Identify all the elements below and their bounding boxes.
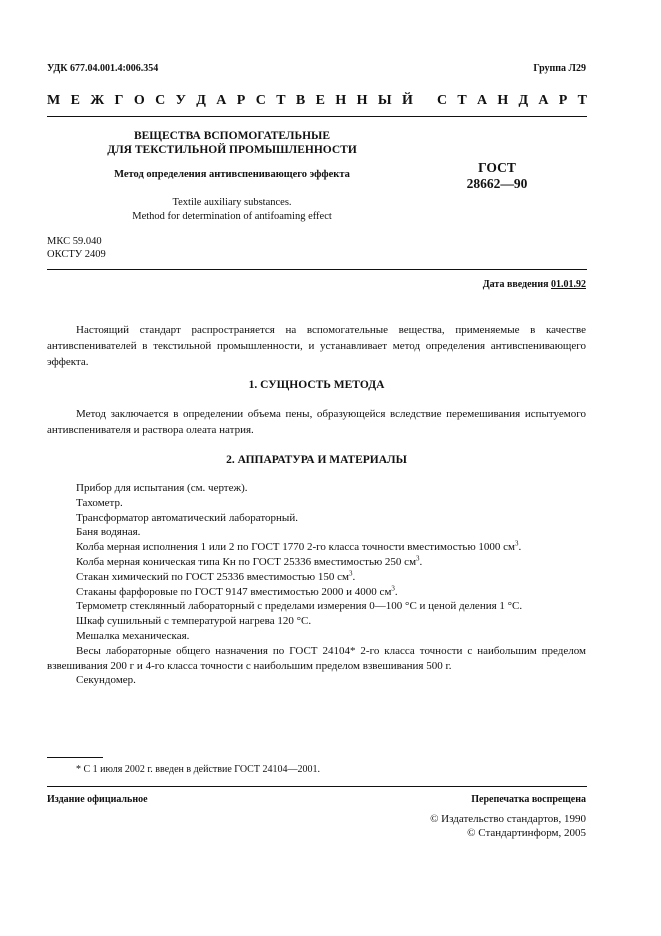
list-item: Прибор для испытания (см. чертеж). — [76, 482, 248, 494]
introduction-date — [483, 279, 586, 290]
list-item: Колба мерная исполнения 1 или 2 по ГОСТ 1770 2-го класса точности вместимостью 1000 $см^3$. — [76, 539, 522, 554]
introduction-date-label: Дата введения — [482, 279, 551, 290]
equipment-list — [47, 481, 586, 688]
list-item: Тахометр. — [76, 496, 123, 509]
gost-designation — [452, 160, 542, 192]
footnote-rule — [47, 757, 103, 758]
introduction-date-value: 01.01.92 — [551, 279, 586, 290]
mks-code: МКС 59.040 — [47, 236, 102, 247]
classification-codes — [47, 235, 106, 261]
title-line-2: ДЛЯ ТЕКСТИЛЬНОЙ ПРОМЫШЛЕННОСТИ — [107, 144, 357, 156]
reprint-notice: Перепечатка воспрещена — [471, 794, 586, 805]
okstu-code: ОКСТУ 2409 — [47, 249, 106, 260]
copyright-line-2: © Стандартинформ, 2005 — [467, 827, 586, 839]
banner-interstate: М Е Ж Г О С У Д А Р С Т В Е Н Н Ы Й — [47, 93, 413, 108]
english-title-line-1: Textile auxiliary substances. — [172, 197, 292, 208]
gost-label: ГОСТ — [478, 160, 516, 175]
list-item: Шкаф сушильный с температурой нагрева 120 °С. — [76, 615, 312, 628]
header-divider — [47, 116, 587, 117]
official-edition: Издание официальное — [47, 794, 148, 805]
udk-code: УДК 677.04.001.4:006.354 — [47, 63, 159, 74]
group-code: Группа Л29 — [533, 63, 586, 74]
footer-divider — [47, 786, 587, 787]
list-item: Стакан химический по ГОСТ 25336 вместимостью 150 $см^3$. — [76, 569, 356, 583]
section-1-heading: 1. СУЩНОСТЬ МЕТОДА — [248, 379, 385, 391]
section-1-body — [47, 406, 586, 438]
copyright-block — [430, 812, 586, 840]
list-item: Весы лабораторные общего назначения по ГОСТ 24104* 2-го класса точности с наибольшим пределом взвешивания 200 г и 4-го класса точности с наибольшим пределом взвешивания 500 г. — [47, 644, 586, 672]
codes-divider — [47, 269, 587, 270]
section-1-paragraph: Метод заключается в определении объема пены, образующейся вследствие перемешивания испытуемого антивспенивателя и раствора олеата натрия. — [47, 408, 586, 436]
english-title-line-2: Method for determination of antifoaming effect — [132, 211, 332, 222]
list-item: Стаканы фарфоровые по ГОСТ 9147 вместимостью 2000 и 4000 $см^3$. — [76, 583, 398, 598]
list-item: Мешалка механическая. — [76, 629, 190, 642]
intro-paragraph: Настоящий стандарт распространяется на вспомогательные вещества, применяемые в качестве антивспенивателей в текстильной промышленности, и устанавливает метод определения антивспенивающего эффекта. — [47, 324, 586, 368]
list-item: Секундомер. — [76, 674, 136, 687]
footnote: * С 1 июля 2002 г. введен в действие ГОСТ 24104—2001. — [76, 764, 320, 775]
intro-section — [47, 322, 586, 370]
document-subtitle: Метод определения антивспенивающего эффекта — [114, 169, 350, 180]
standard-banner — [47, 93, 587, 109]
copyright-line-1: © Издательство стандартов, 1990 — [430, 813, 586, 825]
list-item: Баня водяная. — [76, 526, 141, 539]
english-title — [47, 196, 417, 224]
banner-standard: С Т А Н Д А Р Т — [437, 93, 587, 108]
list-item: Термометр стеклянный лабораторный с пределами измерения 0—100 °С и ценой деления 1 °С. — [76, 600, 523, 613]
list-item: Трансформатор автоматический лабораторный. — [76, 511, 298, 524]
document-title — [47, 129, 417, 157]
section-2-heading: 2. АППАРАТУРА И МАТЕРИАЛЫ — [226, 454, 407, 466]
gost-number: 28662—90 — [466, 176, 528, 191]
title-line-1: ВЕЩЕСТВА ВСПОМОГАТЕЛЬНЫЕ — [133, 130, 331, 142]
list-item: Колба мерная коническая типа Кн по ГОСТ 25336 вместимостью 250 $см^3$. — [76, 554, 423, 568]
